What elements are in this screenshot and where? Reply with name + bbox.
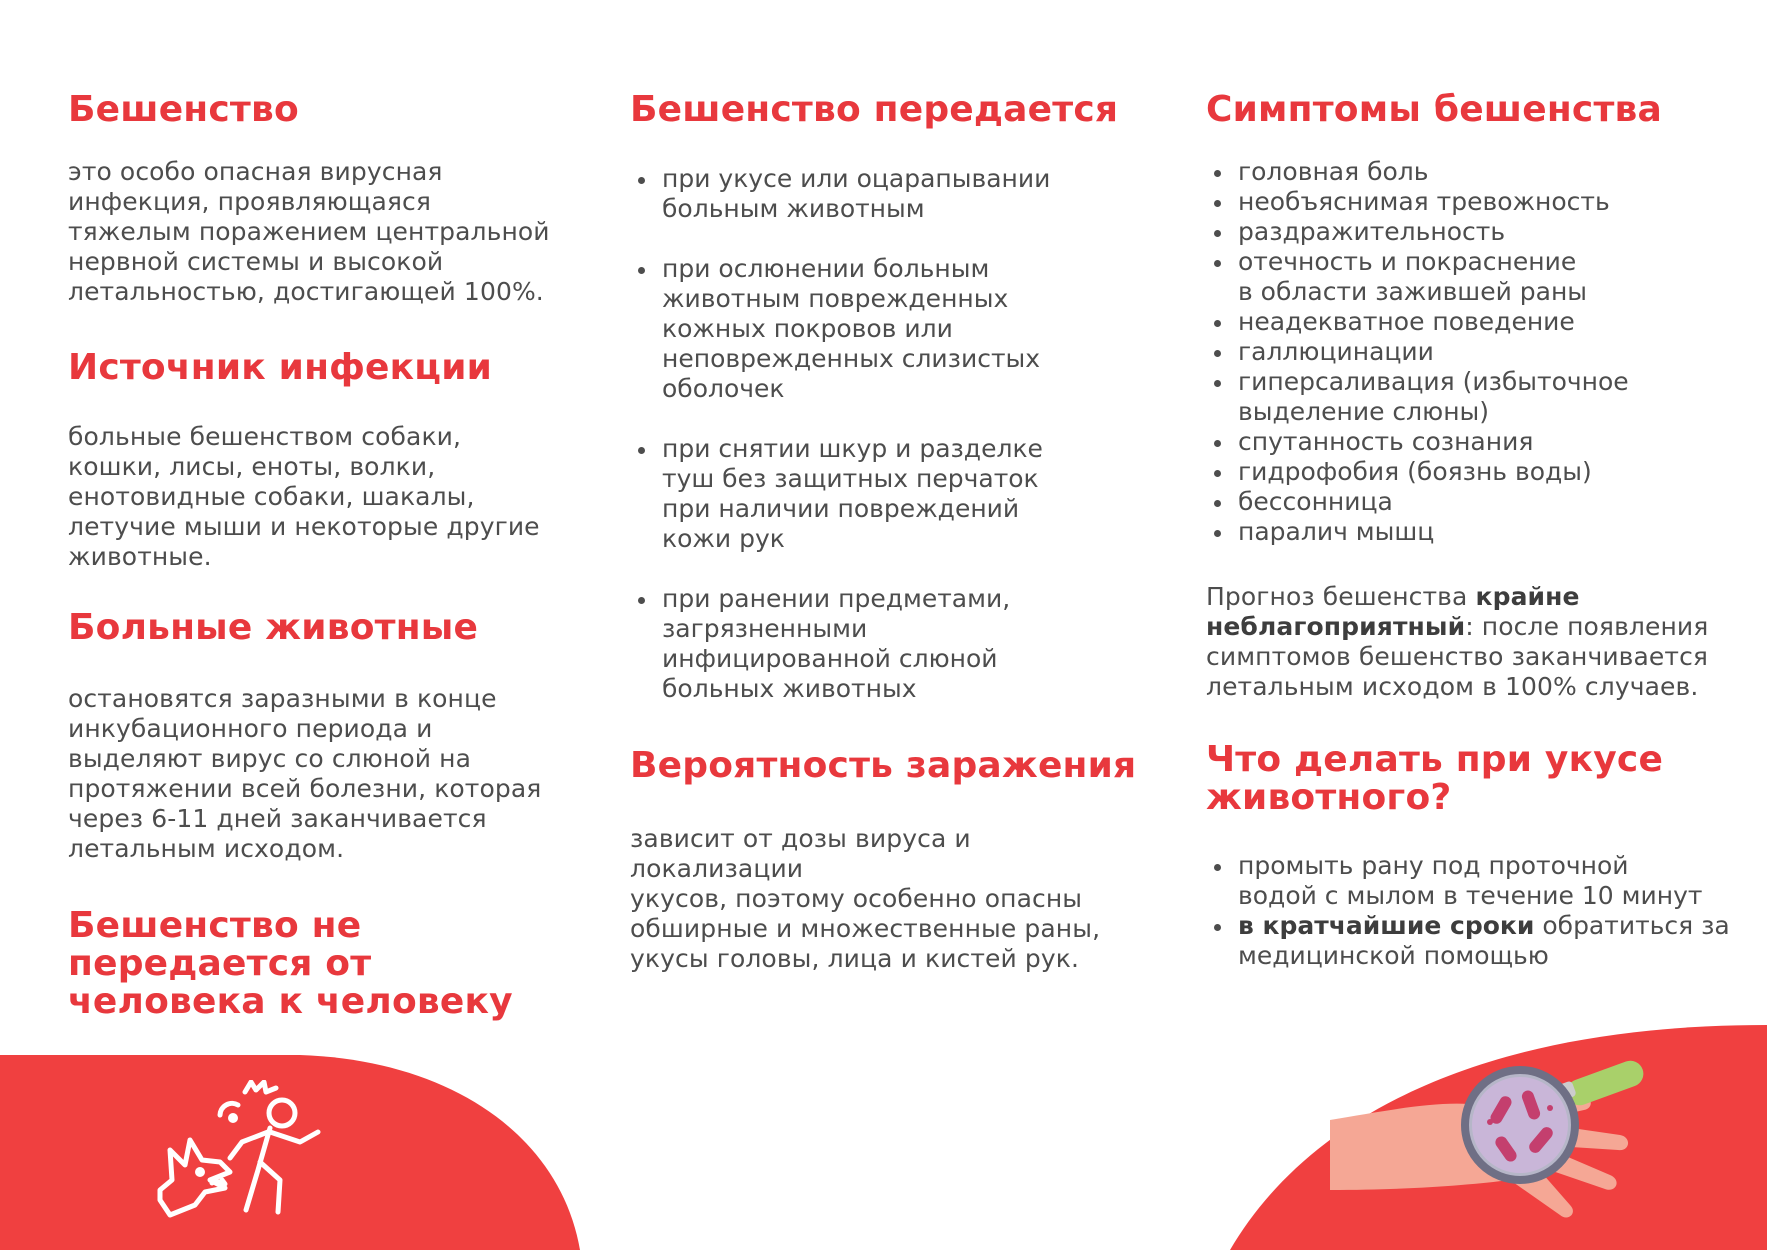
- transmission-list: [630, 164, 1050, 734]
- dog-attack-icon: [150, 1080, 330, 1225]
- list-item: раздражительность: [1206, 217, 1629, 247]
- heading-transmitted: Бешенство передается: [630, 89, 1119, 130]
- list-item: при ранении предметами, загрязненными инфицированной слюной больных животных: [630, 584, 1050, 704]
- list-item: в кратчайшие сроки обратиться за медицинской помощью: [1206, 911, 1730, 971]
- hand-bite-magnifier-icon: [1330, 1060, 1650, 1230]
- list-item: гидрофобия (боязнь воды): [1206, 457, 1629, 487]
- list-item: при укусе или оцарапывании больным животным: [630, 164, 1050, 224]
- list-item: гиперсаливация (избыточное выделение слюны): [1206, 367, 1629, 427]
- symptoms-list: [1206, 157, 1629, 547]
- list-item: при ослюнении больным животным поврежденных кожных покровов или неповрежденных слизистых оболочек: [630, 254, 1050, 404]
- list-item: промыть рану под проточной водой с мылом в течение 10 минут: [1206, 851, 1730, 911]
- heading-rabies: Бешенство: [68, 89, 299, 130]
- heading-probability: Вероятность заражения: [630, 745, 1137, 786]
- list-item: бессонница: [1206, 487, 1629, 517]
- list-item: отечность и покраснение в области зажившей раны: [1206, 247, 1629, 307]
- paragraph-prognosis: Прогноз бешенства крайне неблагоприятный: после появления симптомов бешенство заканчивается летальным исходом в 100% случаев.: [1206, 582, 1709, 701]
- actions-list: [1206, 851, 1730, 971]
- heading-what-to-do: Что делать при укусе животного?: [1206, 739, 1664, 818]
- paragraph-rabies: это особо опасная вирусная инфекция, проявляющаяся тяжелым поражением центральной нервной системы и высокой летальностью, достигающей 100%.: [68, 157, 550, 306]
- list-item: неадекватное поведение: [1206, 307, 1629, 337]
- heading-symptoms: Симптомы бешенства: [1206, 89, 1663, 130]
- list-item: спутанность сознания: [1206, 427, 1629, 457]
- heading-not-transmitted: Бешенство не передается от человека к человеку: [68, 905, 513, 1022]
- paragraph-sick-animals: остановятся заразными в конце инкубационного периода и выделяют вирус со слюной на протяжении всей болезни, которая через 6-11 дней заканчивается летальным исходом.: [68, 684, 542, 863]
- paragraph-probability: зависит от дозы вируса и локализации укусов, поэтому особенно опасны обширные и множественные раны, укусы головы, лица и кистей рук.: [630, 824, 1101, 973]
- list-item: головная боль: [1206, 157, 1629, 187]
- list-item: паралич мышц: [1206, 517, 1629, 547]
- paragraph-infection-source: больные бешенством собаки, кошки, лисы, еноты, волки, енотовидные собаки, шакалы, летучие мыши и некоторые другие животные.: [68, 422, 540, 571]
- list-item: галлюцинации: [1206, 337, 1629, 367]
- list-item: необъяснимая тревожность: [1206, 187, 1629, 217]
- heading-sick-animals: Больные животные: [68, 607, 479, 648]
- list-item: при снятии шкур и разделке туш без защитных перчаток при наличии повреждений кожи рук: [630, 434, 1050, 554]
- heading-infection-source: Источник инфекции: [68, 347, 493, 388]
